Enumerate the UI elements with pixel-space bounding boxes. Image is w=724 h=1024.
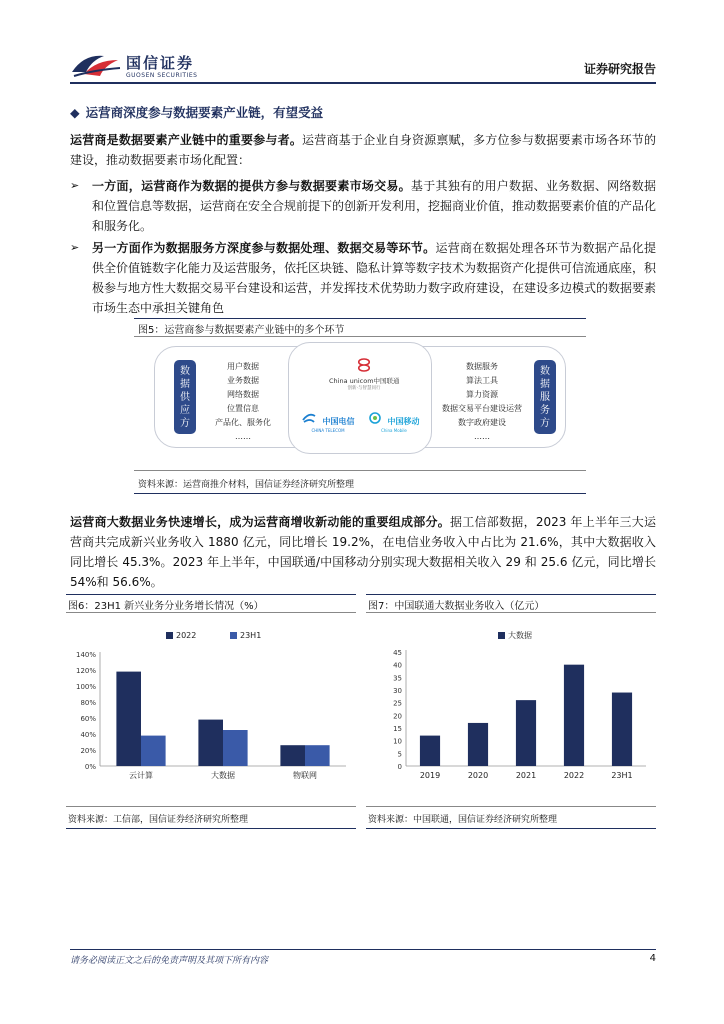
bar — [516, 700, 536, 766]
paragraph-bigdata-lead: 运营商大数据业务快速增长，成为运营商增收新动能的重要组成部分。 — [70, 515, 451, 529]
x-tick-label: 云计算 — [129, 771, 153, 780]
x-tick-label: 2022 — [563, 771, 585, 780]
list-item: 位置信息 — [227, 404, 259, 413]
bar — [468, 723, 488, 766]
bullet-body: 基于其独有的用户数据、业务数据、网络数据和位置信息等数据，运营商在安全合规前提下的创新开发利用，挖掘商业价值，推动数据要素价值的产品化和服务化。 — [92, 179, 657, 233]
fig5-operators-box — [288, 342, 432, 454]
fig5-supplier-tag — [174, 360, 196, 434]
unicom-knot-icon — [353, 358, 375, 372]
diamond-bullet-icon: ◆ — [70, 105, 80, 120]
figure-top-rule — [134, 318, 586, 319]
paragraph-bigdata-body: 据工信部数据，2023 年上半年三大运营商共完成新兴业务收入 1880 亿元，同比增长 19.2%，在电信业务收入中占比为 21.6%，其中大数据收入同比增长 45.3%。2023 年上半年，中国联通/中国移动分别实现大数据相关收入 29 和 25.6 亿元，同比增长 54%和 56.6%。 — [70, 515, 656, 589]
bar — [116, 672, 141, 766]
fig5-service-tag-text: 数据服务方 — [540, 366, 550, 429]
list-item: 算法工具 — [466, 376, 498, 385]
y-tick-label: 40% — [80, 731, 96, 739]
footer-divider — [70, 949, 656, 950]
bullet-lead: 一方面，运营商作为数据的提供方参与数据要素市场交易。 — [92, 179, 411, 193]
y-tick-label: 35 — [393, 674, 402, 683]
section-title — [70, 103, 323, 121]
list-item: 数字政府建设 — [458, 418, 506, 427]
fig5-service-tag — [534, 360, 556, 434]
y-tick-label: 15 — [393, 725, 402, 733]
guosen-logo-icon — [70, 50, 122, 82]
list-item: 数据服务 — [466, 362, 498, 371]
figure-title-rule — [66, 612, 356, 613]
y-tick-label: 20 — [393, 712, 402, 721]
y-tick-label: 20% — [80, 747, 96, 755]
paragraph-intro — [70, 130, 656, 170]
bullet-item — [70, 238, 656, 318]
bullet-item — [70, 176, 656, 236]
y-tick-label: 60% — [80, 715, 96, 723]
arrow-bullet-icon: ➢ — [70, 241, 80, 254]
list-item: 网络数据 — [227, 390, 259, 399]
figure-title-rule — [366, 612, 656, 613]
y-tick-label: 140% — [75, 651, 96, 659]
page-number: 4 — [649, 953, 656, 964]
paragraph-intro-body: 运营商基于企业自身资源禀赋，多方位参与数据要素市场各环节的建设，推动数据要素市场化配置： — [70, 133, 656, 167]
figure-bottom-rule — [134, 470, 586, 471]
figure-5-source: 资料来源：运营商推介材料，国信证券经济研究所整理 — [138, 480, 355, 490]
header-divider — [70, 82, 656, 84]
section-title-text: 运营商深度参与数据要素产业链，有望受益 — [85, 105, 324, 120]
bullet-body: 运营商在数据处理各环节为数据产品化提供全价值链数字化能力及运营服务，依托区块链、隐私计算等数字技术为数据资产化提供可信流通底座，积极参与地方性大数据交易平台建设和运营，并发挥技术优势助力数字政府建设，在建设多边模式的数据要素市场生态中承担关键角色 — [92, 241, 657, 315]
x-tick-label: 23H1 — [611, 771, 633, 780]
figure-bottom-rule — [366, 806, 656, 807]
telecom-logo-en: CHINA TELECOM — [311, 428, 345, 433]
logo-cn-text: 国信证券 — [126, 54, 195, 72]
y-tick-label: 80% — [80, 699, 96, 707]
list-item: 产品化、服务化 — [215, 418, 271, 427]
telecom-swirl-icon — [301, 412, 317, 424]
arrow-bullet-icon: ➢ — [70, 179, 80, 192]
y-tick-label: 120% — [75, 667, 96, 675]
bar — [564, 665, 584, 766]
legend-swatch — [166, 632, 173, 639]
figure-end-rule — [366, 828, 656, 829]
figure-5-title: 图5：运营商参与数据要素产业链中的多个环节 — [138, 325, 345, 336]
y-tick-label: 0 — [397, 763, 402, 771]
fig5-service-list — [432, 360, 532, 444]
x-tick-label: 2019 — [419, 771, 441, 780]
y-tick-label: 30 — [393, 687, 402, 695]
fig5-supplier-tag-text: 数据供应方 — [180, 366, 190, 429]
bar — [223, 730, 248, 766]
y-tick-label: 100% — [75, 683, 96, 691]
mobile-logo-text: 中国移动 — [387, 417, 420, 426]
figure-bottom-rule — [66, 806, 356, 807]
report-type-label: 证券研究报告 — [583, 62, 656, 76]
figure-top-rule — [366, 594, 656, 595]
list-item: …… — [235, 432, 251, 441]
legend-swatch — [498, 632, 505, 639]
figure-6-title: 图6：23H1 新兴业务分业务增长情况（%） — [68, 601, 264, 612]
list-item: 业务数据 — [227, 376, 259, 385]
y-tick-label: 5 — [397, 750, 402, 759]
telecom-logo-text: 中国电信 — [322, 417, 355, 426]
list-item: 算力资源 — [466, 390, 498, 399]
legend-label: 大数据 — [508, 631, 532, 640]
unicom-slogan: 创新·与智慧同行 — [347, 386, 381, 391]
unicom-logo-text: China unicom中国联通 — [329, 377, 400, 385]
bullet-lead: 另一方面作为数据服务方深度参与数据处理、数据交易等环节。 — [92, 241, 436, 255]
telecom-logo — [297, 409, 359, 433]
legend-label: 23H1 — [240, 631, 262, 640]
fig5-supplier-list — [200, 360, 286, 444]
bar — [305, 745, 330, 766]
legend-swatch — [230, 632, 237, 639]
mobile-logo — [363, 409, 425, 433]
list-item: 数据交易平台建设运营 — [442, 404, 522, 413]
y-tick-label: 25 — [393, 699, 402, 708]
figure-7-title: 图7：中国联通大数据业务收入（亿元） — [368, 601, 545, 612]
figure-end-rule — [66, 828, 356, 829]
figure-title-rule — [134, 336, 586, 337]
x-tick-label: 物联网 — [293, 771, 317, 780]
y-tick-label: 0% — [84, 763, 96, 771]
paragraph-bigdata — [70, 512, 656, 592]
figure-top-rule — [66, 594, 356, 595]
figure-end-rule — [134, 493, 586, 494]
x-tick-label: 2021 — [515, 771, 537, 780]
unicom-logo — [329, 357, 399, 391]
figure-7-source: 资料来源：中国联通，国信证券经济研究所整理 — [368, 815, 558, 825]
logo-en-text: GUOSEN SECURITIES — [126, 72, 198, 79]
footer-disclaimer: 请务必阅读正文之后的免责声明及其项下所有内容 — [70, 956, 269, 966]
legend-label: 2022 — [176, 631, 197, 640]
figure-7-chart — [366, 616, 656, 788]
paragraph-intro-lead: 运营商是数据要素产业链中的重要参与者。 — [70, 133, 303, 147]
list-item: 用户数据 — [227, 362, 259, 371]
y-tick-label: 40 — [393, 661, 402, 670]
figure-6-chart — [66, 616, 356, 788]
bar — [420, 736, 440, 766]
x-tick-label: 大数据 — [211, 771, 235, 780]
figure-6-source: 资料来源：工信部，国信证券经济研究所整理 — [68, 815, 249, 825]
bar — [612, 693, 632, 766]
mobile-logo-en: China Mobile — [381, 428, 407, 433]
list-item: …… — [474, 432, 490, 441]
x-tick-label: 2020 — [467, 771, 489, 780]
mobile-logo-icon — [368, 412, 382, 424]
bar — [198, 720, 223, 766]
bar — [141, 736, 166, 766]
y-tick-label: 10 — [393, 737, 402, 746]
bar — [280, 745, 305, 766]
y-tick-label: 45 — [393, 649, 402, 657]
